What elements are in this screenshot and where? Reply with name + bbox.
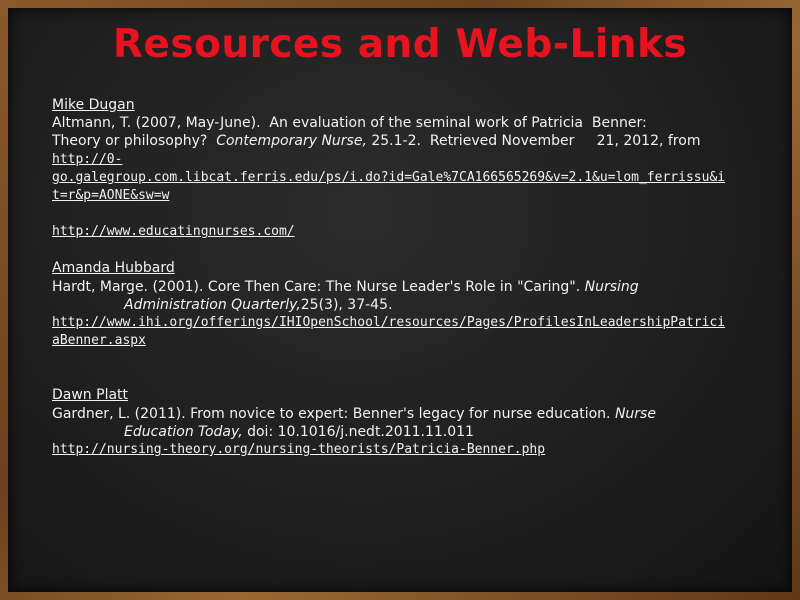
reference-link[interactable]: aBenner.aspx	[52, 333, 146, 349]
citation-text: 25(3), 37-45.	[300, 296, 393, 313]
journal-title: Nursing	[584, 278, 639, 295]
contributor-name: Mike Dugan	[52, 97, 135, 113]
reference-link[interactable]: http://www.ihi.org/offerings/IHIOpenSchool/resources/Pages/ProfilesInLeadershipPatrici	[52, 315, 726, 331]
spacer	[52, 350, 752, 386]
reference-link[interactable]: t=r&p=AONE&sw=w	[52, 188, 170, 204]
citation-text: doi: 10.1016/j.nedt.2011.11.011	[242, 423, 474, 440]
citation-line	[52, 278, 752, 296]
citation-text: Hardt, Marge. (2001). Core Then Care: The Nurse Leader's Role in "Caring".	[52, 278, 585, 295]
reference-link[interactable]: http://nursing-theory.org/nursing-theorists/Patricia-Benner.php	[52, 442, 546, 458]
chalkboard	[8, 8, 792, 592]
citation-line	[52, 132, 752, 150]
slide-title: Resources and Web-Links	[112, 22, 688, 67]
citation-text: Gardner, L. (2011). From novice to expert: Benner's legacy for nurse education.	[52, 405, 615, 422]
reference-section-amanda-hubbard	[52, 259, 752, 350]
journal-title: Nurse	[614, 405, 656, 422]
citation-line	[52, 423, 752, 441]
reference-link[interactable]: http://0-	[52, 151, 123, 167]
citation-text: 25.1-2. Retrieved November 21, 2012, from	[366, 133, 701, 150]
reference-section-dawn-platt	[52, 386, 752, 459]
journal-title: Education Today,	[124, 423, 243, 440]
citation-line	[52, 405, 752, 423]
contributor-name: Amanda Hubbard	[52, 260, 175, 277]
reference-link[interactable]: go.galegroup.com.libcat.ferris.edu/ps/i.do?id=Gale%7CA166565269&v=2.1&u=lom_ferrissu&i	[52, 169, 726, 185]
spacer	[52, 205, 752, 223]
journal-title: Contemporary Nurse,	[216, 133, 367, 150]
references-list	[52, 96, 752, 459]
citation-line	[52, 296, 752, 314]
journal-title: Administration Quarterly,	[124, 296, 301, 313]
citation-line: Altmann, T. (2007, May-June). An evaluation of the seminal work of Patricia Benner:	[52, 115, 647, 132]
spacer	[52, 241, 752, 259]
educatingnurses-link[interactable]: http://www.educatingnurses.com/	[52, 224, 295, 240]
citation-text: Theory or philosophy?	[52, 133, 217, 150]
reference-section-mike-dugan	[52, 96, 752, 241]
contributor-name: Dawn Platt	[52, 387, 129, 404]
